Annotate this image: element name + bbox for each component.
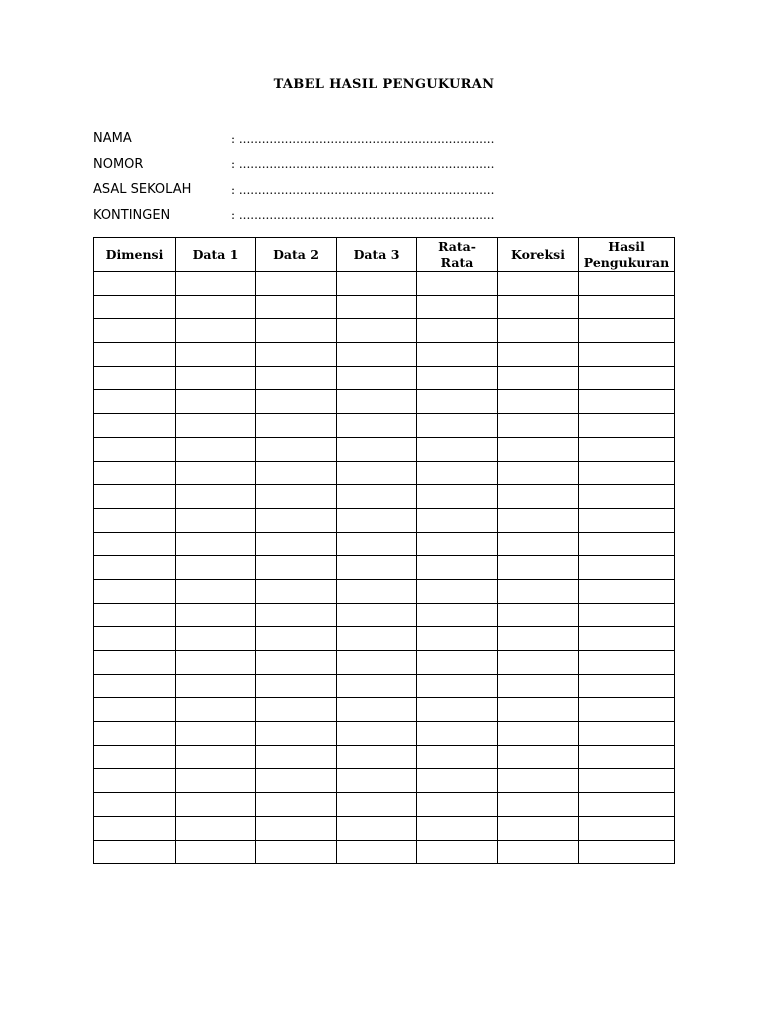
table-cell[interactable] bbox=[417, 414, 498, 438]
table-cell[interactable] bbox=[579, 461, 675, 485]
table-cell[interactable] bbox=[256, 651, 337, 675]
table-cell[interactable] bbox=[176, 651, 256, 675]
table-cell[interactable] bbox=[94, 603, 176, 627]
table-cell[interactable] bbox=[579, 698, 675, 722]
table-cell[interactable] bbox=[256, 532, 337, 556]
table-cell[interactable] bbox=[256, 674, 337, 698]
table-cell[interactable] bbox=[176, 579, 256, 603]
table-cell[interactable] bbox=[498, 295, 579, 319]
table-cell[interactable] bbox=[94, 840, 176, 864]
table-cell[interactable] bbox=[256, 461, 337, 485]
table-cell[interactable] bbox=[579, 627, 675, 651]
table-cell[interactable] bbox=[94, 674, 176, 698]
table-cell[interactable] bbox=[337, 390, 417, 414]
table-cell[interactable] bbox=[94, 295, 176, 319]
table-row bbox=[94, 769, 675, 793]
table-cell[interactable] bbox=[337, 722, 417, 746]
table-cell[interactable] bbox=[498, 674, 579, 698]
table-row bbox=[94, 793, 675, 817]
table-cell[interactable] bbox=[337, 508, 417, 532]
header-hasil-pengukuran: Hasil Pengukuran bbox=[579, 238, 675, 272]
table-cell[interactable] bbox=[498, 532, 579, 556]
table-cell[interactable] bbox=[94, 414, 176, 438]
measurement-table bbox=[93, 237, 675, 864]
table-header-row bbox=[94, 238, 675, 272]
table-cell[interactable] bbox=[94, 485, 176, 509]
table-cell[interactable] bbox=[579, 816, 675, 840]
table-body bbox=[94, 272, 675, 864]
table-cell[interactable] bbox=[94, 272, 176, 296]
header-data-2: Data 2 bbox=[256, 238, 337, 272]
header-dimensi: Dimensi bbox=[94, 238, 176, 272]
field-label-kontingen: KONTINGEN bbox=[93, 207, 171, 223]
table-cell[interactable] bbox=[417, 627, 498, 651]
table-cell[interactable] bbox=[337, 793, 417, 817]
table-row bbox=[94, 485, 675, 509]
table-row bbox=[94, 366, 675, 390]
field-value-nama[interactable]: : ................................................................... bbox=[231, 131, 495, 146]
table-cell[interactable] bbox=[94, 698, 176, 722]
table-cell[interactable] bbox=[417, 769, 498, 793]
table-cell[interactable] bbox=[498, 745, 579, 769]
table-cell[interactable] bbox=[337, 840, 417, 864]
table-cell[interactable] bbox=[579, 485, 675, 509]
field-row-nama bbox=[93, 126, 513, 152]
table-cell[interactable] bbox=[498, 840, 579, 864]
table-cell[interactable] bbox=[498, 579, 579, 603]
table-cell[interactable] bbox=[176, 461, 256, 485]
table-cell[interactable] bbox=[498, 343, 579, 367]
table-cell[interactable] bbox=[176, 343, 256, 367]
table-cell[interactable] bbox=[256, 769, 337, 793]
field-row-asal-sekolah bbox=[93, 177, 513, 203]
table-cell[interactable] bbox=[417, 556, 498, 580]
table-cell[interactable] bbox=[579, 603, 675, 627]
field-value-kontingen[interactable]: : ................................................................... bbox=[231, 208, 495, 223]
table-cell[interactable] bbox=[498, 366, 579, 390]
table-cell[interactable] bbox=[417, 461, 498, 485]
table-cell[interactable] bbox=[579, 840, 675, 864]
table-cell[interactable] bbox=[256, 698, 337, 722]
table-cell[interactable] bbox=[176, 437, 256, 461]
table-cell[interactable] bbox=[417, 840, 498, 864]
page-title: TABEL HASIL PENGUKURAN bbox=[273, 77, 495, 92]
table-cell[interactable] bbox=[579, 272, 675, 296]
table-cell[interactable] bbox=[176, 366, 256, 390]
table-cell[interactable] bbox=[256, 485, 337, 509]
table-cell[interactable] bbox=[337, 319, 417, 343]
table-cell[interactable] bbox=[337, 651, 417, 675]
table-cell[interactable] bbox=[176, 556, 256, 580]
table-cell[interactable] bbox=[94, 745, 176, 769]
table-cell[interactable] bbox=[94, 627, 176, 651]
table-cell[interactable] bbox=[337, 295, 417, 319]
table-cell[interactable] bbox=[498, 627, 579, 651]
table-cell[interactable] bbox=[498, 769, 579, 793]
table-cell[interactable] bbox=[176, 627, 256, 651]
table-cell[interactable] bbox=[94, 390, 176, 414]
table-cell[interactable] bbox=[498, 461, 579, 485]
table-cell[interactable] bbox=[579, 769, 675, 793]
table-cell[interactable] bbox=[337, 437, 417, 461]
table-cell[interactable] bbox=[256, 390, 337, 414]
table-cell[interactable] bbox=[417, 745, 498, 769]
table-cell[interactable] bbox=[417, 651, 498, 675]
table-cell[interactable] bbox=[337, 579, 417, 603]
table-cell[interactable] bbox=[94, 556, 176, 580]
table-cell[interactable] bbox=[176, 319, 256, 343]
table-cell[interactable] bbox=[337, 603, 417, 627]
table-cell[interactable] bbox=[94, 769, 176, 793]
table-cell[interactable] bbox=[176, 414, 256, 438]
table-row bbox=[94, 508, 675, 532]
table-cell[interactable] bbox=[417, 722, 498, 746]
table-cell[interactable] bbox=[498, 508, 579, 532]
header-data-3: Data 3 bbox=[337, 238, 417, 272]
table-row bbox=[94, 461, 675, 485]
field-row-kontingen bbox=[93, 203, 513, 229]
table-cell[interactable] bbox=[94, 461, 176, 485]
table-row bbox=[94, 319, 675, 343]
table-cell[interactable] bbox=[417, 603, 498, 627]
table-row bbox=[94, 556, 675, 580]
table-cell[interactable] bbox=[337, 532, 417, 556]
table-cell[interactable] bbox=[579, 343, 675, 367]
table-cell[interactable] bbox=[417, 485, 498, 509]
table-cell[interactable] bbox=[94, 579, 176, 603]
table-cell[interactable] bbox=[337, 485, 417, 509]
table-cell[interactable] bbox=[337, 745, 417, 769]
table-cell[interactable] bbox=[417, 437, 498, 461]
header-rata-rata: Rata- Rata bbox=[417, 238, 498, 272]
table-cell[interactable] bbox=[498, 272, 579, 296]
table-cell[interactable] bbox=[579, 745, 675, 769]
table-cell[interactable] bbox=[94, 532, 176, 556]
table-cell[interactable] bbox=[176, 508, 256, 532]
table-cell[interactable] bbox=[337, 366, 417, 390]
table-cell[interactable] bbox=[176, 793, 256, 817]
table-cell[interactable] bbox=[256, 722, 337, 746]
table-cell[interactable] bbox=[498, 556, 579, 580]
table-cell[interactable] bbox=[417, 698, 498, 722]
table-cell[interactable] bbox=[337, 556, 417, 580]
table-cell[interactable] bbox=[579, 651, 675, 675]
table-cell[interactable] bbox=[256, 840, 337, 864]
table-cell[interactable] bbox=[176, 769, 256, 793]
table-cell[interactable] bbox=[176, 816, 256, 840]
table-cell[interactable] bbox=[94, 722, 176, 746]
table-cell[interactable] bbox=[417, 532, 498, 556]
table-cell[interactable] bbox=[417, 816, 498, 840]
table-cell[interactable] bbox=[176, 295, 256, 319]
table-cell[interactable] bbox=[417, 295, 498, 319]
table-cell[interactable] bbox=[176, 698, 256, 722]
table-cell[interactable] bbox=[337, 461, 417, 485]
table-row bbox=[94, 272, 675, 296]
table-cell[interactable] bbox=[176, 532, 256, 556]
table-row bbox=[94, 414, 675, 438]
table-row bbox=[94, 390, 675, 414]
field-value-nomor[interactable]: : ................................................................... bbox=[231, 157, 495, 172]
table-cell[interactable] bbox=[417, 319, 498, 343]
field-label-nomor: NOMOR bbox=[93, 156, 144, 172]
table-cell[interactable] bbox=[417, 579, 498, 603]
table-cell[interactable] bbox=[94, 366, 176, 390]
table-cell[interactable] bbox=[417, 508, 498, 532]
table-row bbox=[94, 816, 675, 840]
table-cell[interactable] bbox=[498, 603, 579, 627]
table-cell[interactable] bbox=[256, 272, 337, 296]
table-row bbox=[94, 343, 675, 367]
table-row bbox=[94, 698, 675, 722]
field-label-asal-sekolah: ASAL SEKOLAH bbox=[93, 182, 192, 198]
table-cell[interactable] bbox=[256, 556, 337, 580]
table-cell[interactable] bbox=[498, 437, 579, 461]
table-cell[interactable] bbox=[417, 390, 498, 414]
table-cell[interactable] bbox=[256, 579, 337, 603]
table-cell[interactable] bbox=[176, 485, 256, 509]
table-row bbox=[94, 674, 675, 698]
table-cell[interactable] bbox=[498, 698, 579, 722]
table-cell[interactable] bbox=[417, 272, 498, 296]
field-value-asal-sekolah[interactable]: : ................................................................... bbox=[231, 182, 495, 197]
table-cell[interactable] bbox=[579, 295, 675, 319]
table-cell[interactable] bbox=[94, 437, 176, 461]
table-cell[interactable] bbox=[579, 793, 675, 817]
table-cell[interactable] bbox=[579, 390, 675, 414]
table-cell[interactable] bbox=[256, 319, 337, 343]
table-cell[interactable] bbox=[579, 556, 675, 580]
table-cell[interactable] bbox=[176, 390, 256, 414]
table-cell[interactable] bbox=[579, 366, 675, 390]
table-cell[interactable] bbox=[498, 651, 579, 675]
table-cell[interactable] bbox=[176, 745, 256, 769]
table-cell[interactable] bbox=[337, 674, 417, 698]
table-cell[interactable] bbox=[417, 674, 498, 698]
table-cell[interactable] bbox=[498, 793, 579, 817]
table-cell[interactable] bbox=[94, 343, 176, 367]
table-cell[interactable] bbox=[579, 414, 675, 438]
table-cell[interactable] bbox=[498, 722, 579, 746]
table-row bbox=[94, 627, 675, 651]
table-cell[interactable] bbox=[256, 816, 337, 840]
table-cell[interactable] bbox=[176, 603, 256, 627]
table-cell[interactable] bbox=[579, 674, 675, 698]
table-cell[interactable] bbox=[256, 603, 337, 627]
table-cell[interactable] bbox=[579, 579, 675, 603]
table-row bbox=[94, 532, 675, 556]
table-cell[interactable] bbox=[256, 745, 337, 769]
header-data-1: Data 1 bbox=[176, 238, 256, 272]
table-cell[interactable] bbox=[498, 390, 579, 414]
field-label-nama: NAMA bbox=[93, 131, 132, 147]
table-cell[interactable] bbox=[498, 816, 579, 840]
table-cell[interactable] bbox=[176, 722, 256, 746]
table-cell[interactable] bbox=[94, 793, 176, 817]
table-cell[interactable] bbox=[94, 651, 176, 675]
table-cell[interactable] bbox=[256, 414, 337, 438]
table-cell[interactable] bbox=[94, 319, 176, 343]
table-cell[interactable] bbox=[579, 508, 675, 532]
table-row bbox=[94, 579, 675, 603]
table-cell[interactable] bbox=[176, 674, 256, 698]
table-cell[interactable] bbox=[337, 343, 417, 367]
table-cell[interactable] bbox=[498, 485, 579, 509]
table-cell[interactable] bbox=[256, 627, 337, 651]
table-row bbox=[94, 840, 675, 864]
table-cell[interactable] bbox=[498, 414, 579, 438]
field-row-nomor bbox=[93, 152, 513, 178]
table-cell[interactable] bbox=[176, 840, 256, 864]
table-cell[interactable] bbox=[256, 366, 337, 390]
table-cell[interactable] bbox=[337, 627, 417, 651]
table-cell[interactable] bbox=[417, 366, 498, 390]
table-cell[interactable] bbox=[256, 793, 337, 817]
table-cell[interactable] bbox=[256, 343, 337, 367]
table-cell[interactable] bbox=[337, 816, 417, 840]
table-cell[interactable] bbox=[256, 295, 337, 319]
table-cell[interactable] bbox=[256, 437, 337, 461]
table-cell[interactable] bbox=[579, 437, 675, 461]
table-cell[interactable] bbox=[337, 272, 417, 296]
table-row bbox=[94, 722, 675, 746]
table-cell[interactable] bbox=[176, 272, 256, 296]
table-cell[interactable] bbox=[337, 698, 417, 722]
table-cell[interactable] bbox=[498, 319, 579, 343]
table-cell[interactable] bbox=[94, 508, 176, 532]
identity-fields bbox=[93, 126, 513, 228]
table-row bbox=[94, 437, 675, 461]
table-cell[interactable] bbox=[579, 319, 675, 343]
table-row bbox=[94, 651, 675, 675]
table-cell[interactable] bbox=[417, 793, 498, 817]
table-row bbox=[94, 745, 675, 769]
table-cell[interactable] bbox=[417, 343, 498, 367]
header-koreksi: Koreksi bbox=[498, 238, 579, 272]
table-cell[interactable] bbox=[337, 414, 417, 438]
table-cell[interactable] bbox=[579, 722, 675, 746]
table-row bbox=[94, 295, 675, 319]
table-cell[interactable] bbox=[256, 508, 337, 532]
table-cell[interactable] bbox=[337, 769, 417, 793]
table-row bbox=[94, 603, 675, 627]
table-cell[interactable] bbox=[94, 816, 176, 840]
table-cell[interactable] bbox=[579, 532, 675, 556]
